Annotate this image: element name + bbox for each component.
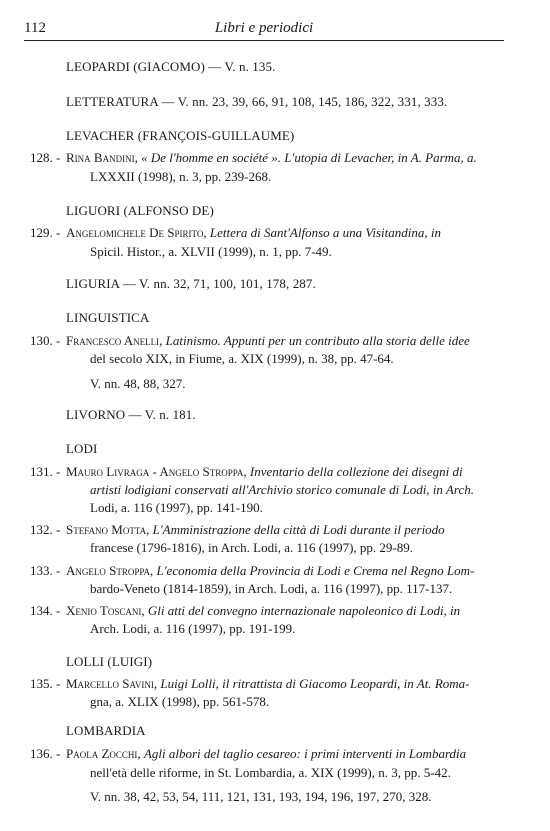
entry-continuation: Spicil. Histor., a. XLVII (1999), n. 1, pp. 7-49. — [90, 244, 332, 259]
entry-title: Agli albori del taglio cesareo: i primi interventi in Lombardia — [143, 746, 467, 761]
entry-author: Stefano Motta, — [66, 522, 150, 537]
entry-number: 132. - — [30, 522, 61, 537]
entry-line — [66, 333, 470, 349]
entry-continuation: del secolo XIX, in Fiume, a. XIX (1999), n. 38, pp. 47-64. — [90, 351, 394, 366]
running-header — [24, 20, 504, 41]
index-heading: LINGUISTICA — [66, 310, 150, 325]
index-heading: LIGUORI (ALFONSO DE) — [66, 203, 214, 218]
entry-continuation: nell'età delle riforme, in St. Lombardia, a. XIX (1999), n. 3, pp. 5-42. — [90, 765, 451, 780]
entry-number: 130. - — [30, 333, 61, 348]
see-also: V. nn. 48, 88, 327. — [90, 376, 186, 391]
entry-title: Latinismo. Appunti per un contributo alla storia delle idee — [165, 333, 470, 348]
entry-line — [66, 676, 470, 692]
entry-author: Rina Bandini, — [66, 150, 138, 165]
entry-author: Paola Zocchi, — [66, 746, 141, 761]
entry-title: Luigi Lolli, il ritrattista di Giacomo Leopardi, in At. Roma- — [160, 676, 470, 691]
running-title: Libri e periodici — [214, 20, 314, 36]
entry-title: Lettera di Sant'Alfonso a una Visitandina, in — [209, 225, 441, 240]
index-heading: LETTERATURA — V. nn. 23, 39, 66, 91, 108, 145, 186, 322, 331, 333. — [66, 94, 448, 109]
entry-author: Marcello Savini, — [66, 676, 158, 691]
entry-number: 131. - — [30, 464, 61, 479]
entry-continuation: artisti lodigiani conservati all'Archivio storico comunale di Lodi, in Arch. — [90, 482, 474, 497]
entry-line — [66, 603, 460, 619]
index-heading: LIVORNO — V. n. 181. — [66, 407, 196, 422]
entry-line — [66, 746, 466, 762]
entry-number: 133. - — [30, 563, 61, 578]
entry-author: Francesco Anelli, — [66, 333, 163, 348]
entry-author: Angelo Stroppa, — [66, 563, 154, 578]
entry-title: Inventario della collezione dei disegni di — [249, 464, 463, 479]
entry-title: L'Amministrazione della città di Lodi durante il periodo — [152, 522, 445, 537]
entry-title: « De l'homme en société ». L'utopia di Levacher, in A. Parma, a. — [141, 150, 477, 165]
entry-number: 136. - — [30, 746, 61, 761]
page-number: 112 — [24, 20, 46, 36]
entry-title: Gli atti del convegno internazionale napoleonico di Lodi, in — [147, 603, 461, 618]
entry-author: Mauro Livraga - Angelo Stroppa, — [66, 464, 247, 479]
see-also: V. nn. 38, 42, 53, 54, 111, 121, 131, 193, 194, 196, 197, 270, 328. — [90, 789, 432, 804]
entry-continuation: LXXXII (1998), n. 3, pp. 239-268. — [90, 169, 272, 184]
entry-continuation: Lodi, a. 116 (1997), pp. 141-190. — [90, 500, 263, 515]
index-heading: LODI — [66, 441, 98, 456]
entry-line — [66, 464, 463, 480]
index-heading: LEVACHER (FRANÇOIS-GUILLAUME) — [66, 128, 295, 143]
entry-continuation: Arch. Lodi, a. 116 (1997), pp. 191-199. — [90, 621, 296, 636]
entry-line — [66, 150, 477, 166]
entry-author: Xenio Toscani, — [66, 603, 145, 618]
entry-number: 134. - — [30, 603, 61, 618]
entry-number: 128. - — [30, 150, 61, 165]
entry-line — [66, 522, 445, 538]
entry-number: 129. - — [30, 225, 61, 240]
entry-title: L'economia della Provincia di Lodi e Crema nel Regno Lom- — [156, 563, 475, 578]
index-heading: LOMBARDIA — [66, 723, 146, 738]
entry-continuation: gna, a. XLIX (1998), pp. 561-578. — [90, 694, 270, 709]
index-heading: LOLLI (LUIGI) — [66, 654, 153, 669]
entry-number: 135. - — [30, 676, 61, 691]
entry-author: Angelomichele De Spirito, — [66, 225, 207, 240]
entry-continuation: bardo-Veneto (1814-1859), in Arch. Lodi, a. 116 (1997), pp. 117-137. — [90, 581, 453, 596]
entry-line — [66, 563, 474, 579]
entry-line — [66, 225, 441, 241]
index-heading: LIGURIA — V. nn. 32, 71, 100, 101, 178, 287. — [66, 276, 316, 291]
entry-continuation: francese (1796-1816), in Arch. Lodi, a. 116 (1997), pp. 29-89. — [90, 540, 413, 555]
index-heading: LEOPARDI (GIACOMO) — V. n. 135. — [66, 59, 276, 74]
